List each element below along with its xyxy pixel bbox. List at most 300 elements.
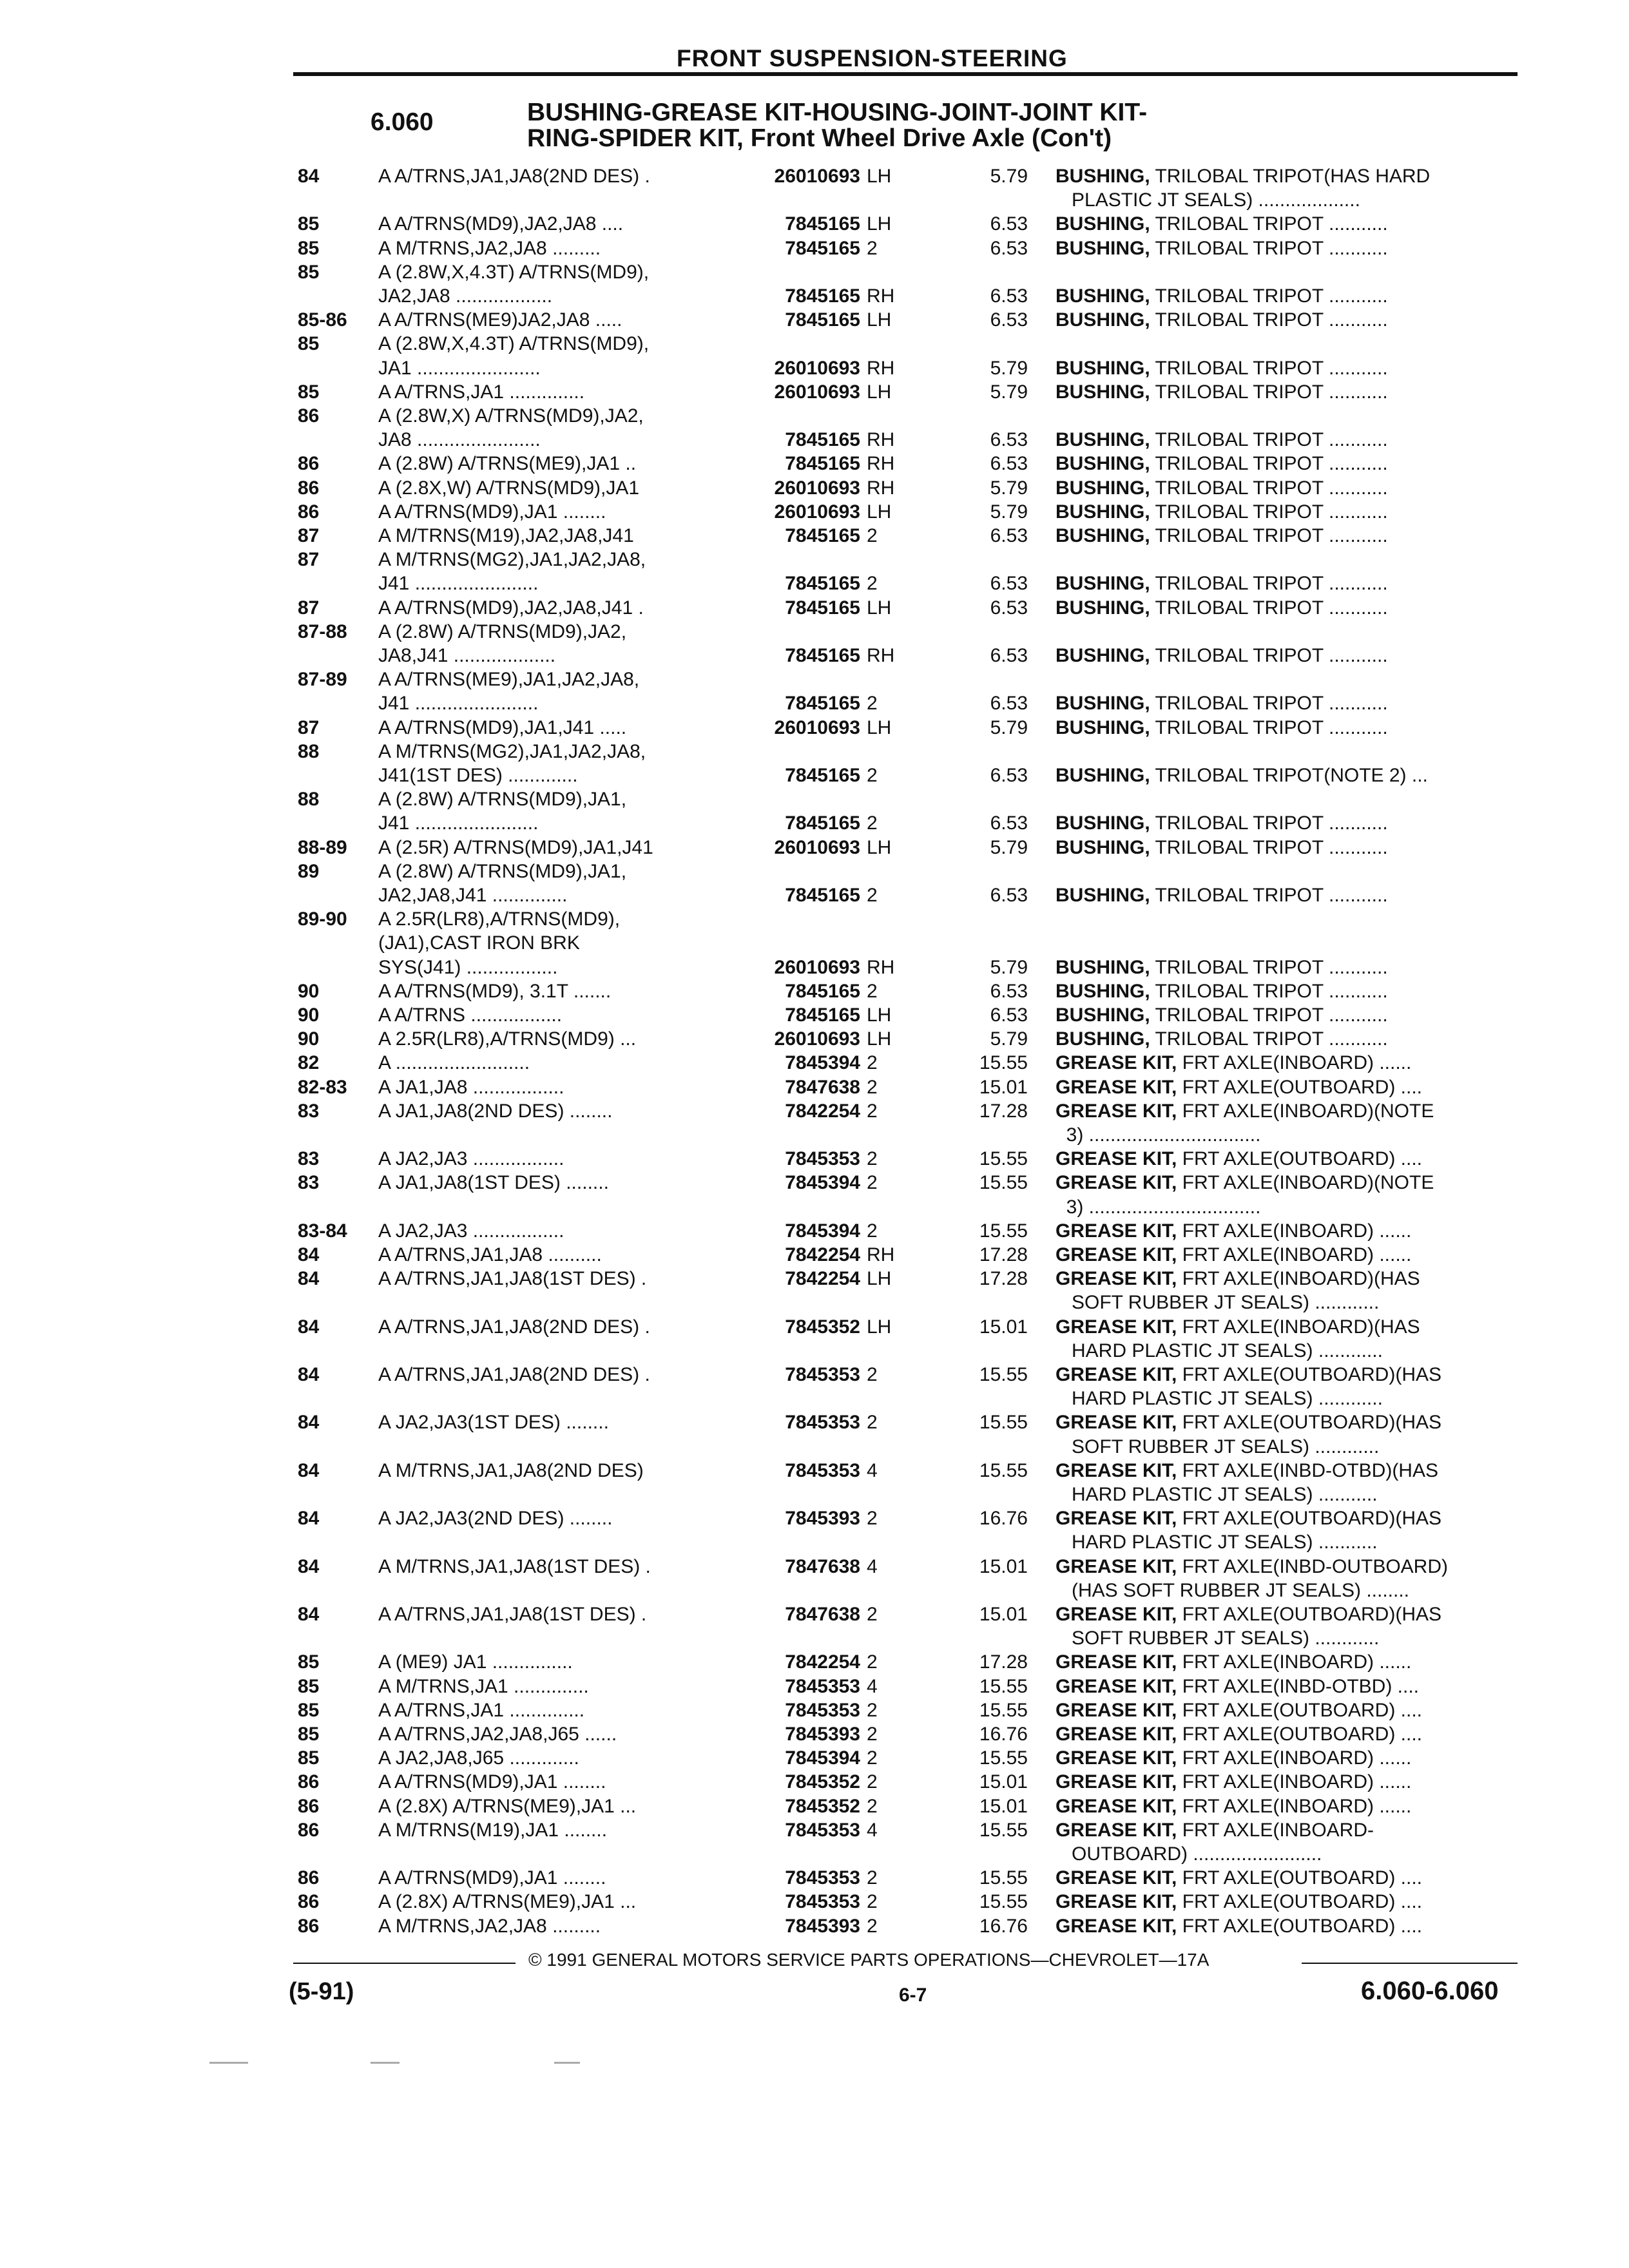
quantity: RH bbox=[867, 956, 895, 978]
parts-row bbox=[0, 524, 1629, 548]
quantity: 4 bbox=[867, 1555, 878, 1577]
part-number: 7845393 bbox=[785, 1915, 860, 1937]
description-item: GREASE KIT, bbox=[1055, 1651, 1177, 1673]
quantity: LH bbox=[867, 1268, 892, 1290]
part-number: 7847638 bbox=[785, 1604, 860, 1625]
parts-row bbox=[0, 260, 1629, 285]
description-item: GREASE KIT, bbox=[1055, 1891, 1177, 1913]
description-detail: TRILOBAL TRIPOT ........... bbox=[1150, 980, 1388, 1002]
description-item: GREASE KIT, bbox=[1055, 1915, 1177, 1937]
application: A (2.5R) A/TRNS(MD9),JA1,J41 bbox=[378, 836, 653, 858]
price: 6.53 bbox=[990, 812, 1028, 834]
parts-row bbox=[0, 787, 1629, 812]
description-item: GREASE KIT, bbox=[1055, 1316, 1177, 1338]
description-detail: TRILOBAL TRIPOT ........... bbox=[1150, 573, 1388, 595]
parts-row bbox=[0, 308, 1629, 332]
description-item: BUSHING, bbox=[1055, 716, 1150, 738]
description-detail: HARD PLASTIC JT SEALS) ............ bbox=[1055, 1388, 1383, 1410]
figure-number: 82 bbox=[298, 1052, 320, 1074]
figure-number: 84 bbox=[298, 1459, 320, 1481]
quantity: RH bbox=[867, 645, 895, 666]
figure-number: 84 bbox=[298, 1364, 320, 1385]
quantity: 2 bbox=[867, 980, 878, 1002]
figure-number: 86 bbox=[298, 477, 320, 499]
description-detail: FRT AXLE(OUTBOARD) .... bbox=[1177, 1148, 1422, 1170]
part-number: 7845165 bbox=[785, 429, 860, 451]
application: A (2.8X) A/TRNS(ME9),JA1 ... bbox=[378, 1891, 637, 1913]
description bbox=[1055, 1410, 1519, 1435]
quantity: 2 bbox=[867, 765, 878, 786]
part-number: 7845165 bbox=[785, 812, 860, 834]
figure-number: 86 bbox=[298, 1915, 320, 1937]
price: 17.28 bbox=[979, 1244, 1028, 1265]
description-item: GREASE KIT, bbox=[1055, 1148, 1177, 1170]
figure-number: 86 bbox=[298, 1867, 320, 1889]
parts-row bbox=[0, 1650, 1629, 1675]
price: 15.55 bbox=[979, 1867, 1028, 1889]
description-detail: TRILOBAL TRIPOT ........... bbox=[1150, 597, 1388, 619]
application: A JA1,JA8(1ST DES) ........ bbox=[378, 1172, 609, 1194]
description-detail: TRILOBAL TRIPOT ........... bbox=[1150, 501, 1388, 523]
description-detail: PLASTIC JT SEALS) ................... bbox=[1055, 189, 1360, 211]
description-detail: FRT AXLE(OUTBOARD)(HAS bbox=[1177, 1604, 1441, 1625]
description bbox=[1055, 1483, 1519, 1507]
footer-copyright: © 1991 GENERAL MOTORS SERVICE PARTS OPERATIONS—CHEVROLET—17A bbox=[528, 1950, 1210, 1970]
scan-speck bbox=[554, 2062, 580, 2064]
description-detail: FRT AXLE(OUTBOARD)(HAS bbox=[1177, 1364, 1441, 1385]
description bbox=[1055, 380, 1519, 405]
figure-number: 85-86 bbox=[298, 309, 347, 331]
application: A JA2,JA3 ................. bbox=[378, 1220, 564, 1242]
description-detail: FRT AXLE(INBD-OTBD)(HAS bbox=[1177, 1459, 1438, 1481]
application: A A/TRNS,JA2,JA8,J65 ...... bbox=[378, 1724, 617, 1745]
price: 15.01 bbox=[979, 1604, 1028, 1625]
description-detail: TRILOBAL TRIPOT(HAS HARD bbox=[1150, 166, 1431, 187]
parts-row bbox=[0, 740, 1629, 764]
footer-rule-right bbox=[1302, 1963, 1518, 1964]
figure-number: 84 bbox=[298, 166, 320, 187]
parts-row bbox=[0, 1914, 1629, 1939]
application: A A/TRNS(MD9),JA1,J41 ..... bbox=[378, 716, 627, 738]
quantity: 2 bbox=[867, 1052, 878, 1074]
parts-row bbox=[0, 1003, 1629, 1028]
parts-row bbox=[0, 1866, 1629, 1890]
application: A ......................... bbox=[378, 1052, 530, 1074]
parts-row bbox=[0, 452, 1629, 476]
quantity: 4 bbox=[867, 1675, 878, 1697]
application: JA8,J41 ................... bbox=[378, 645, 556, 666]
quantity: 2 bbox=[867, 1795, 878, 1817]
price: 15.55 bbox=[979, 1172, 1028, 1194]
figure-number: 86 bbox=[298, 1795, 320, 1817]
parts-row bbox=[0, 1291, 1629, 1315]
parts-row bbox=[0, 1530, 1629, 1555]
application: A A/TRNS ................. bbox=[378, 1004, 563, 1026]
parts-row bbox=[0, 1746, 1629, 1771]
parts-row bbox=[0, 1818, 1629, 1843]
description bbox=[1055, 1698, 1519, 1723]
description-detail: TRILOBAL TRIPOT ........... bbox=[1150, 956, 1388, 978]
application: J41 ....................... bbox=[378, 812, 539, 834]
description bbox=[1055, 956, 1519, 980]
description-detail: TRILOBAL TRIPOT ........... bbox=[1150, 477, 1388, 499]
parts-row bbox=[0, 596, 1629, 620]
application: A (2.8X) A/TRNS(ME9),JA1 ... bbox=[378, 1795, 637, 1817]
figure-number: 88 bbox=[298, 789, 320, 811]
figure-number: 85 bbox=[298, 261, 320, 283]
parts-row bbox=[0, 212, 1629, 236]
figure-number: 87 bbox=[298, 549, 320, 571]
quantity: LH bbox=[867, 381, 892, 403]
footer-page-number: 6-7 bbox=[899, 1984, 927, 2006]
description bbox=[1055, 164, 1519, 189]
figure-number: 90 bbox=[298, 980, 320, 1002]
description bbox=[1055, 1770, 1519, 1794]
application: JA2,JA8 .................. bbox=[378, 285, 553, 307]
application: A (2.8W) A/TRNS(ME9),JA1 .. bbox=[378, 453, 637, 475]
description-item: GREASE KIT, bbox=[1055, 1508, 1177, 1530]
description bbox=[1055, 356, 1519, 381]
description bbox=[1055, 1555, 1519, 1579]
parts-row bbox=[0, 883, 1629, 908]
figure-number: 85 bbox=[298, 213, 320, 235]
description-item: GREASE KIT, bbox=[1055, 1604, 1177, 1625]
application: A A/TRNS,JA1,JA8 .......... bbox=[378, 1244, 602, 1265]
quantity: 2 bbox=[867, 1867, 878, 1889]
description bbox=[1055, 500, 1519, 524]
part-number: 7845353 bbox=[785, 1412, 860, 1434]
application: A A/TRNS(MD9),JA2,JA8 .... bbox=[378, 213, 624, 235]
description-detail: FRT AXLE(OUTBOARD)(HAS bbox=[1177, 1508, 1441, 1530]
figure-number: 85 bbox=[298, 1675, 320, 1697]
description-item: BUSHING, bbox=[1055, 812, 1150, 834]
parts-row bbox=[0, 1410, 1629, 1435]
price: 15.55 bbox=[979, 1220, 1028, 1242]
description-detail: TRILOBAL TRIPOT ........... bbox=[1150, 716, 1388, 738]
figure-number: 85 bbox=[298, 1699, 320, 1721]
parts-row bbox=[0, 716, 1629, 740]
application: A A/TRNS(MD9), 3.1T ....... bbox=[378, 980, 612, 1002]
parts-row bbox=[0, 1435, 1629, 1459]
figure-number: 85 bbox=[298, 333, 320, 355]
price: 15.55 bbox=[979, 1747, 1028, 1769]
price: 15.55 bbox=[979, 1148, 1028, 1170]
description-detail: HARD PLASTIC JT SEALS) ........... bbox=[1055, 1484, 1378, 1505]
description-item: GREASE KIT, bbox=[1055, 1100, 1177, 1122]
part-number: 26010693 bbox=[774, 836, 860, 858]
description-detail: SOFT RUBBER JT SEALS) ............ bbox=[1055, 1292, 1380, 1314]
description-detail: FRT AXLE(OUTBOARD) .... bbox=[1177, 1891, 1422, 1913]
description-detail: OUTBOARD) ........................ bbox=[1055, 1843, 1322, 1865]
part-number: 7845165 bbox=[785, 765, 860, 786]
parts-row bbox=[0, 956, 1629, 980]
description-item: BUSHING, bbox=[1055, 357, 1150, 379]
description bbox=[1055, 284, 1519, 309]
part-number: 26010693 bbox=[774, 381, 860, 403]
price: 6.53 bbox=[990, 237, 1028, 259]
description-item: GREASE KIT, bbox=[1055, 1771, 1177, 1793]
figure-number: 85 bbox=[298, 237, 320, 259]
application: A A/TRNS(MD9),JA1 ........ bbox=[378, 501, 606, 523]
application: A A/TRNS,JA1,JA8(1ST DES) . bbox=[378, 1268, 647, 1290]
description-item: GREASE KIT, bbox=[1055, 1675, 1177, 1697]
price: 15.01 bbox=[979, 1771, 1028, 1793]
quantity: 2 bbox=[867, 1891, 878, 1913]
description-detail: TRILOBAL TRIPOT ........... bbox=[1150, 285, 1388, 307]
part-number: 26010693 bbox=[774, 716, 860, 738]
application: J41(1ST DES) ............. bbox=[378, 765, 578, 786]
quantity: LH bbox=[867, 1316, 892, 1338]
application: A (2.8W) A/TRNS(MD9),JA1, bbox=[378, 860, 627, 882]
parts-row bbox=[0, 1890, 1629, 1914]
price: 16.76 bbox=[979, 1508, 1028, 1530]
description-detail: 3) ................................ bbox=[1055, 1124, 1261, 1146]
application: (JA1),CAST IRON BRK bbox=[378, 932, 580, 954]
description bbox=[1055, 644, 1519, 668]
price: 5.79 bbox=[990, 956, 1028, 978]
description-detail: FRT AXLE(OUTBOARD) .... bbox=[1177, 1724, 1422, 1745]
description bbox=[1055, 1842, 1519, 1867]
part-number: 7845165 bbox=[785, 693, 860, 715]
description-detail: (HAS SOFT RUBBER JT SEALS) ........ bbox=[1055, 1579, 1410, 1601]
part-number: 7845394 bbox=[785, 1747, 860, 1769]
price: 6.53 bbox=[990, 885, 1028, 906]
scan-speck bbox=[371, 2062, 400, 2064]
application: A A/TRNS,JA1,JA8(2ND DES) . bbox=[378, 1316, 650, 1338]
description bbox=[1055, 836, 1519, 860]
part-number: 7845165 bbox=[785, 1004, 860, 1026]
description-detail: FRT AXLE(INBOARD) ...... bbox=[1177, 1747, 1412, 1769]
quantity: 2 bbox=[867, 1747, 878, 1769]
application: JA8 ....................... bbox=[378, 429, 541, 451]
description bbox=[1055, 1602, 1519, 1627]
description-detail: FRT AXLE(INBOARD) ...... bbox=[1177, 1651, 1412, 1673]
quantity: 2 bbox=[867, 237, 878, 259]
part-number: 7845353 bbox=[785, 1364, 860, 1385]
figure-number: 84 bbox=[298, 1268, 320, 1290]
description-item: BUSHING, bbox=[1055, 765, 1150, 786]
parts-row bbox=[0, 476, 1629, 501]
description-item: BUSHING, bbox=[1055, 885, 1150, 906]
price: 15.01 bbox=[979, 1316, 1028, 1338]
description-detail: TRILOBAL TRIPOT ........... bbox=[1150, 309, 1388, 331]
description-detail: FRT AXLE(INBOARD) ...... bbox=[1177, 1244, 1412, 1265]
description-detail: FRT AXLE(INBD-OTBD) .... bbox=[1177, 1675, 1419, 1697]
price: 17.28 bbox=[979, 1651, 1028, 1673]
application: A A/TRNS(MD9),JA2,JA8,J41 . bbox=[378, 597, 644, 619]
part-number: 7845165 bbox=[785, 213, 860, 235]
description-detail: TRILOBAL TRIPOT ........... bbox=[1150, 836, 1388, 858]
description-detail: FRT AXLE(INBOARD)(HAS bbox=[1177, 1268, 1420, 1290]
price: 15.01 bbox=[979, 1076, 1028, 1098]
part-number: 7845165 bbox=[785, 525, 860, 546]
part-number: 7845353 bbox=[785, 1819, 860, 1841]
figure-number: 87-88 bbox=[298, 620, 347, 642]
description-item: GREASE KIT, bbox=[1055, 1076, 1177, 1098]
price: 6.53 bbox=[990, 597, 1028, 619]
description-detail: FRT AXLE(INBOARD) ...... bbox=[1177, 1771, 1412, 1793]
description bbox=[1055, 716, 1519, 740]
description-item: BUSHING, bbox=[1055, 429, 1150, 451]
parts-row bbox=[0, 1722, 1629, 1747]
section-number: 6.060 bbox=[371, 108, 434, 136]
figure-number: 87-89 bbox=[298, 669, 347, 691]
price: 6.53 bbox=[990, 453, 1028, 475]
description-detail: FRT AXLE(INBOARD) ...... bbox=[1177, 1220, 1412, 1242]
description-detail: TRILOBAL TRIPOT ........... bbox=[1150, 885, 1388, 906]
application: A (ME9) JA1 ............... bbox=[378, 1651, 573, 1673]
application: A M/TRNS(M19),JA1 ........ bbox=[378, 1819, 608, 1841]
parts-row bbox=[0, 380, 1629, 405]
description-detail: TRILOBAL TRIPOT ........... bbox=[1150, 381, 1388, 403]
price: 15.01 bbox=[979, 1795, 1028, 1817]
figure-number: 84 bbox=[298, 1508, 320, 1530]
description-item: BUSHING, bbox=[1055, 525, 1150, 546]
parts-row bbox=[0, 1459, 1629, 1483]
price: 5.79 bbox=[990, 166, 1028, 187]
price: 15.55 bbox=[979, 1819, 1028, 1841]
parts-row bbox=[0, 1219, 1629, 1244]
quantity: 2 bbox=[867, 1508, 878, 1530]
parts-row bbox=[0, 1147, 1629, 1171]
description-item: BUSHING, bbox=[1055, 213, 1150, 235]
figure-number: 86 bbox=[298, 453, 320, 475]
description bbox=[1055, 1243, 1519, 1267]
parts-row bbox=[0, 548, 1629, 572]
parts-row bbox=[0, 1315, 1629, 1340]
description bbox=[1055, 572, 1519, 596]
description bbox=[1055, 691, 1519, 716]
parts-row bbox=[0, 1675, 1629, 1699]
description-detail: FRT AXLE(OUTBOARD)(HAS bbox=[1177, 1412, 1441, 1434]
quantity: 2 bbox=[867, 1771, 878, 1793]
description-item: GREASE KIT, bbox=[1055, 1244, 1177, 1265]
quantity: RH bbox=[867, 285, 895, 307]
figure-number: 84 bbox=[298, 1316, 320, 1338]
figure-number: 86 bbox=[298, 501, 320, 523]
description-item: BUSHING, bbox=[1055, 573, 1150, 595]
description-detail: TRILOBAL TRIPOT(NOTE 2) ... bbox=[1150, 765, 1428, 786]
description-detail: SOFT RUBBER JT SEALS) ............ bbox=[1055, 1628, 1380, 1649]
description-item: GREASE KIT, bbox=[1055, 1459, 1177, 1481]
part-number: 7845165 bbox=[785, 573, 860, 595]
description-detail: TRILOBAL TRIPOT ........... bbox=[1150, 237, 1388, 259]
parts-row bbox=[0, 907, 1629, 932]
description bbox=[1055, 1890, 1519, 1914]
description bbox=[1055, 1171, 1519, 1195]
parts-row bbox=[0, 1051, 1629, 1075]
application: A M/TRNS,JA1,JA8(2ND DES) bbox=[378, 1459, 644, 1481]
description bbox=[1055, 811, 1519, 836]
description bbox=[1055, 1530, 1519, 1555]
parts-row bbox=[0, 188, 1629, 213]
part-number: 26010693 bbox=[774, 1028, 860, 1050]
quantity: LH bbox=[867, 716, 892, 738]
description-detail: TRILOBAL TRIPOT ........... bbox=[1150, 1004, 1388, 1026]
price: 6.53 bbox=[990, 429, 1028, 451]
description-detail: 3) ................................ bbox=[1055, 1196, 1261, 1218]
application: A JA2,JA3(1ST DES) ........ bbox=[378, 1412, 609, 1434]
price: 17.28 bbox=[979, 1100, 1028, 1122]
quantity: 2 bbox=[867, 885, 878, 906]
description bbox=[1055, 1123, 1519, 1148]
description-detail: FRT AXLE(OUTBOARD) .... bbox=[1177, 1699, 1422, 1721]
description bbox=[1055, 764, 1519, 788]
page-title: FRONT SUSPENSION-STEERING bbox=[677, 45, 1068, 72]
description-item: GREASE KIT, bbox=[1055, 1555, 1177, 1577]
description bbox=[1055, 1339, 1519, 1363]
quantity: RH bbox=[867, 357, 895, 379]
parts-row bbox=[0, 979, 1629, 1004]
description bbox=[1055, 452, 1519, 476]
figure-number: 84 bbox=[298, 1412, 320, 1434]
parts-row bbox=[0, 572, 1629, 596]
description bbox=[1055, 1099, 1519, 1124]
description bbox=[1055, 596, 1519, 620]
quantity: 2 bbox=[867, 693, 878, 715]
price: 6.53 bbox=[990, 213, 1028, 235]
parts-row bbox=[0, 1243, 1629, 1267]
description-detail: HARD PLASTIC JT SEALS) ........... bbox=[1055, 1532, 1378, 1553]
description-detail: FRT AXLE(OUTBOARD) .... bbox=[1177, 1915, 1422, 1937]
description bbox=[1055, 524, 1519, 548]
part-number: 7845352 bbox=[785, 1771, 860, 1793]
description bbox=[1055, 188, 1519, 213]
price: 6.53 bbox=[990, 693, 1028, 715]
description-item: BUSHING, bbox=[1055, 453, 1150, 475]
quantity: RH bbox=[867, 1244, 895, 1265]
description-item: BUSHING, bbox=[1055, 1028, 1150, 1050]
description bbox=[1055, 212, 1519, 236]
description bbox=[1055, 1866, 1519, 1890]
parts-row bbox=[0, 1363, 1629, 1387]
description bbox=[1055, 1315, 1519, 1340]
parts-row bbox=[0, 620, 1629, 644]
parts-row bbox=[0, 1506, 1629, 1531]
part-number: 7845394 bbox=[785, 1052, 860, 1074]
description bbox=[1055, 1387, 1519, 1411]
description-detail: FRT AXLE(INBOARD)(NOTE bbox=[1177, 1172, 1434, 1194]
footer-date: (5-91) bbox=[289, 1978, 354, 2005]
application: A (2.8W) A/TRNS(MD9),JA2, bbox=[378, 620, 627, 642]
application: A A/TRNS,JA1 .............. bbox=[378, 1699, 585, 1721]
part-number: 7842254 bbox=[785, 1268, 860, 1290]
quantity: LH bbox=[867, 1028, 892, 1050]
price: 6.53 bbox=[990, 645, 1028, 666]
part-number: 7847638 bbox=[785, 1076, 860, 1098]
quantity: 2 bbox=[867, 1699, 878, 1721]
quantity: 2 bbox=[867, 1100, 878, 1122]
part-number: 26010693 bbox=[774, 501, 860, 523]
description bbox=[1055, 1914, 1519, 1939]
parts-row bbox=[0, 404, 1629, 428]
description bbox=[1055, 428, 1519, 452]
description-item: GREASE KIT, bbox=[1055, 1724, 1177, 1745]
price: 17.28 bbox=[979, 1268, 1028, 1290]
description-item: GREASE KIT, bbox=[1055, 1819, 1177, 1841]
part-number: 7845353 bbox=[785, 1459, 860, 1481]
quantity: RH bbox=[867, 453, 895, 475]
part-number: 7845165 bbox=[785, 309, 860, 331]
application: A M/TRNS,JA2,JA8 ......... bbox=[378, 1915, 601, 1937]
application: A A/TRNS(MD9),JA1 ........ bbox=[378, 1771, 606, 1793]
figure-number: 86 bbox=[298, 1819, 320, 1841]
description bbox=[1055, 1291, 1519, 1315]
figure-number: 85 bbox=[298, 1651, 320, 1673]
figure-number: 89 bbox=[298, 860, 320, 882]
price: 5.79 bbox=[990, 1028, 1028, 1050]
price: 6.53 bbox=[990, 573, 1028, 595]
